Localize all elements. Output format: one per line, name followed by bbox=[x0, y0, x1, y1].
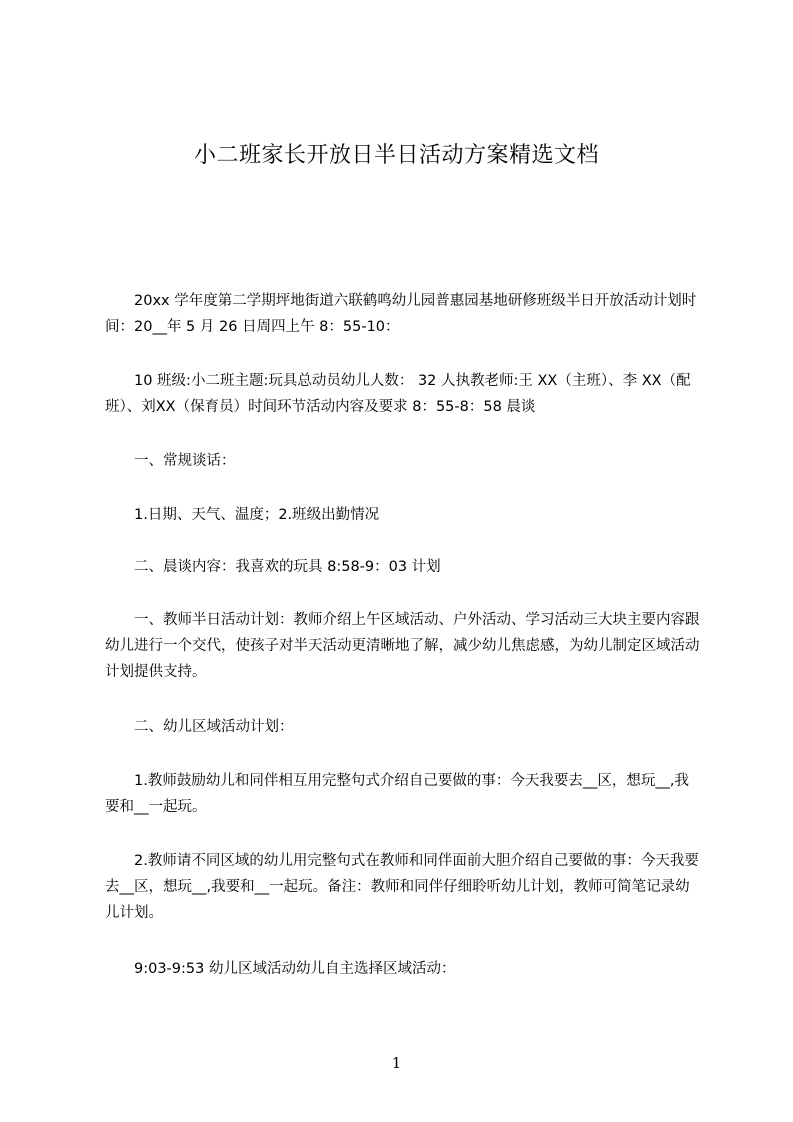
paragraph-area-activity-time: 9:03-9:53 幼儿区域活动幼儿自主选择区域活动： bbox=[134, 961, 456, 977]
document-title: 小二班家长开放日半日活动方案精选文档 bbox=[193, 143, 599, 168]
page-number: 1 bbox=[391, 1054, 402, 1072]
paragraph-teacher-encourage: 1.教师鼓励幼儿和同伴相互用完整句式介绍自己要做的事：今天我要去__区，想玩__,我要和__一起玩。 bbox=[105, 773, 689, 815]
paragraph-routine-talk-heading: 一、常规谈话： bbox=[134, 453, 236, 469]
paragraph-morning-talk-content: 二、晨谈内容：我喜欢的玩具 8:58-9：03 计划 bbox=[134, 559, 441, 575]
paragraph-date-weather: 1.日期、天气、温度；2.班级出勤情况 bbox=[134, 507, 380, 523]
paragraph-teacher-invite: 2.教师请不同区域的幼儿用完整句式在教师和同伴面前大胆介绍自己要做的事：今天我要去__区，想玩__,我要和__一起玩。备注：教师和同伴仔细聆听幼儿计划，教师可简笔记录幼儿计划。 bbox=[105, 853, 699, 921]
paragraph-semester-schedule: 20xx 学年度第二学期坪地街道六联鹤鸣幼儿园普惠园基地研修班级半日开放活动计划时间：20__年 5 月 26 日周四上午 8：55-10： bbox=[105, 293, 697, 335]
paragraph-teacher-plan: 一、教师半日活动计划：教师介绍上午区域活动、户外活动、学习活动三大块主要内容跟幼儿进行一个交代，使孩子对半天活动更清晰地了解，减少幼儿焦虑感，为幼儿制定区域活动计划提供支持。 bbox=[105, 612, 700, 680]
paragraph-child-area-plan-heading: 二、幼儿区域活动计划： bbox=[134, 719, 294, 735]
paragraph-class-info: 10 班级:小二班主题:玩具总动员幼儿人数： 32 人执教老师:王 XX（主班）、李 XX（配班）、刘XX（保育员）时间环节活动内容及要求 8：55-8：58 晨谈 bbox=[105, 373, 691, 415]
